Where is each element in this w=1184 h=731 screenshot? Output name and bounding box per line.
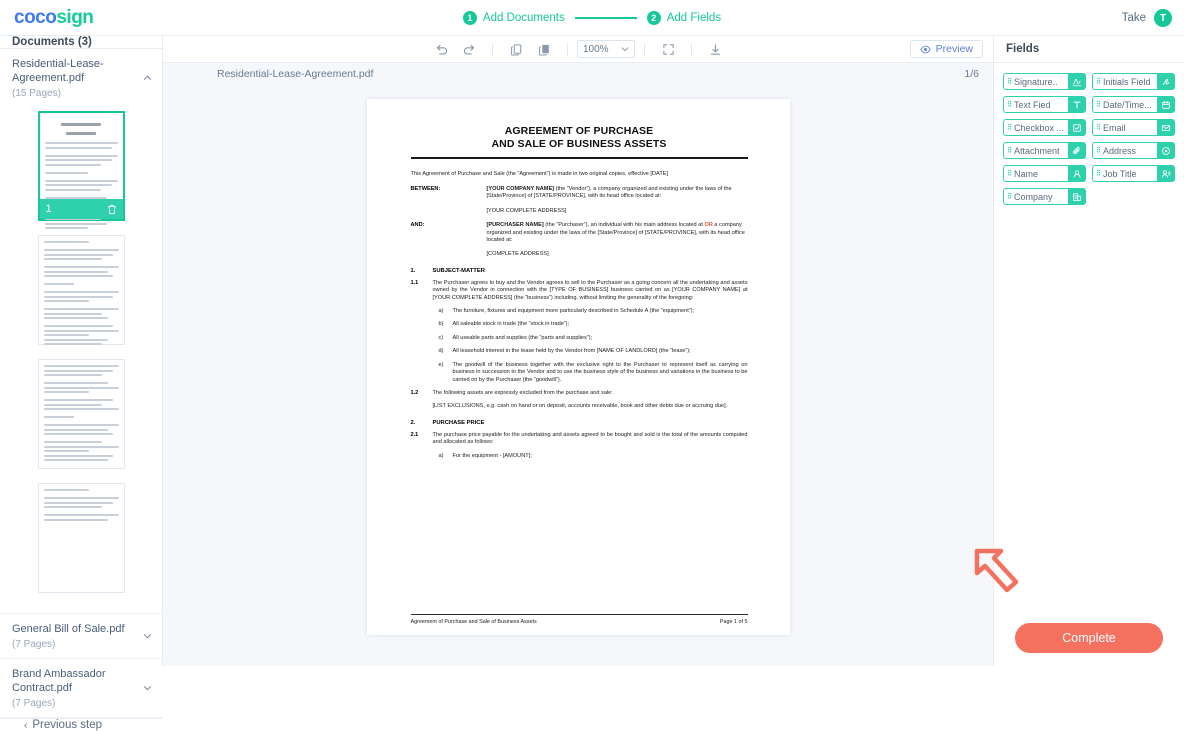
take-label: Take bbox=[1121, 12, 1146, 24]
list-item-marker: a) bbox=[438, 452, 444, 459]
field-chip-label: Signature.. bbox=[1014, 76, 1058, 87]
list-item bbox=[411, 348, 748, 355]
document-page-count: (7 Pages) bbox=[12, 639, 56, 650]
field-chip-name[interactable] bbox=[1003, 165, 1086, 182]
email-icon bbox=[1157, 120, 1174, 135]
section-2-number: 2. bbox=[410, 419, 416, 426]
drag-handle-icon[interactable] bbox=[1004, 97, 1014, 112]
logo-text-part2: sign bbox=[56, 6, 94, 28]
section-2-title: PURCHASE PRICE bbox=[432, 419, 485, 426]
thumbnail-page-3[interactable] bbox=[38, 359, 125, 469]
previous-step-button[interactable] bbox=[0, 718, 162, 731]
step-indicator bbox=[0, 0, 1184, 36]
between-label: BETWEEN: bbox=[410, 186, 441, 192]
field-chip-label: Text Fied bbox=[1014, 99, 1051, 110]
list-item bbox=[411, 321, 748, 328]
avatar[interactable]: T bbox=[1154, 9, 1172, 27]
field-chip-company[interactable] bbox=[1003, 188, 1086, 205]
toolbar-divider bbox=[492, 43, 493, 56]
drag-handle-icon[interactable] bbox=[1093, 97, 1103, 112]
thumbnail-page-3-wrapper[interactable] bbox=[38, 359, 125, 469]
list-item-marker: c) bbox=[438, 334, 444, 341]
clause-1-2 bbox=[411, 390, 748, 397]
download-icon[interactable] bbox=[701, 38, 729, 60]
drag-handle-icon[interactable] bbox=[1004, 189, 1014, 204]
drag-handle-icon[interactable] bbox=[1004, 166, 1014, 181]
redo-icon[interactable] bbox=[455, 38, 483, 60]
page-footer bbox=[411, 614, 748, 625]
previous-step-label: Previous step bbox=[32, 719, 103, 731]
drag-handle-icon[interactable] bbox=[1004, 143, 1014, 158]
documents-scroll-area[interactable] bbox=[0, 49, 162, 718]
list-item bbox=[411, 335, 748, 342]
chevron-down-icon[interactable] bbox=[143, 684, 152, 693]
fields-grid bbox=[994, 63, 1184, 205]
drag-handle-icon[interactable] bbox=[1093, 120, 1103, 135]
drag-handle-icon[interactable] bbox=[1093, 166, 1103, 181]
clause-1-2-text: The following assets are expressly excluded from the purchase and sale: bbox=[432, 389, 613, 396]
drag-handle-icon[interactable] bbox=[1004, 74, 1014, 89]
document-page[interactable] bbox=[367, 99, 790, 635]
list-item-text: All useable parts and supplies (the “parts and supplies”); bbox=[452, 334, 593, 341]
documents-sidebar bbox=[0, 36, 163, 731]
copy-icon[interactable] bbox=[502, 38, 530, 60]
list-item-text: The furniture, fixtures and equipment more particularly described in Schedule A (the “equipment”); bbox=[452, 308, 695, 315]
list-item-text: The goodwill of the business together with the exclusive right to the Purchaser to represent itself as carrying on business in succession to the Vendor and to use the business style of the business and variations in the business to be carried on by the Purchaser (the “goodwill”). bbox=[452, 361, 748, 383]
documents-title: Documents (3) bbox=[0, 36, 162, 49]
between-body bbox=[487, 186, 748, 215]
field-chip-label: Checkbox ... bbox=[1014, 122, 1065, 133]
section-1-number: 1. bbox=[410, 267, 416, 274]
document-name: General Bill of Sale.pdf bbox=[12, 623, 125, 635]
section-1-title: SUBJECT-MATTER bbox=[432, 267, 485, 274]
initials-icon bbox=[1157, 74, 1174, 89]
step-2-label: Add Fields bbox=[666, 12, 722, 24]
field-chip-label: Address bbox=[1103, 145, 1137, 156]
field-chip-initials[interactable] bbox=[1092, 73, 1175, 90]
document-filename: Residential-Lease-Agreement.pdf bbox=[217, 68, 374, 80]
top-bar bbox=[0, 0, 1184, 36]
field-chip-email[interactable] bbox=[1092, 119, 1175, 136]
field-chip-checkbox[interactable] bbox=[1003, 119, 1086, 136]
thumbnail-page-1[interactable] bbox=[38, 111, 125, 221]
signature-icon bbox=[1068, 74, 1085, 89]
chevron-left-icon: ‹ bbox=[24, 719, 28, 731]
list-item-text: All saleable stock in trade (the “stock in trade”); bbox=[452, 321, 570, 328]
undo-icon[interactable] bbox=[427, 38, 455, 60]
thumbnail-page-4[interactable] bbox=[38, 483, 125, 593]
field-chip-label: Date/Time... bbox=[1103, 99, 1152, 110]
list-item-text: All leasehold interest in the lease held by the Vendor from [NAME OF LANDLORD] (the “lease”); bbox=[452, 348, 691, 355]
list-item bbox=[411, 308, 748, 315]
and-body bbox=[487, 222, 748, 259]
page-thumbnail-list bbox=[0, 107, 162, 613]
chevron-down-icon[interactable] bbox=[143, 632, 152, 641]
thumbnail-page-4-wrapper[interactable] bbox=[38, 483, 125, 593]
document-header-residential-lease[interactable] bbox=[0, 49, 162, 107]
clause-1-2-note: [LIST EXCLUSIONS, e.g. cash on hand or on deposit, accounts receivable, book and other debts due or accruing due]. bbox=[432, 403, 728, 410]
step-add-fields[interactable] bbox=[647, 11, 721, 25]
thumbnail-page-2-preview bbox=[44, 241, 119, 339]
thumbnail-page-2[interactable] bbox=[38, 235, 125, 345]
purchaser-name-placeholder: [PURCHASER NAME] bbox=[486, 222, 544, 229]
clause-1-2-number: 1.2 bbox=[410, 389, 419, 396]
document-group-general-bill bbox=[0, 614, 162, 659]
building-icon bbox=[1068, 189, 1085, 204]
user-badge-icon bbox=[1157, 166, 1174, 181]
document-header-brand-ambassador[interactable] bbox=[0, 659, 162, 717]
page-footer-right: Page 1 of 5 bbox=[719, 619, 748, 625]
zoom-value: 100% bbox=[583, 43, 609, 55]
toolbar-divider bbox=[644, 43, 645, 56]
preview-label: Preview bbox=[935, 43, 973, 55]
step-add-documents[interactable] bbox=[463, 11, 565, 25]
complete-button[interactable]: Complete bbox=[1015, 623, 1163, 653]
editor-center bbox=[163, 36, 993, 666]
take-section bbox=[1122, 0, 1172, 36]
thumbnail-page-number: 1 bbox=[45, 203, 52, 215]
clause-1-1-number: 1.1 bbox=[410, 279, 419, 286]
list-item bbox=[411, 453, 748, 460]
and-label: AND: bbox=[410, 222, 425, 229]
list-item-marker: b) bbox=[438, 321, 444, 328]
chevron-down-icon bbox=[621, 45, 629, 53]
eye-icon bbox=[920, 44, 931, 55]
duplicate-icon[interactable] bbox=[530, 38, 558, 60]
document-group-residential-lease bbox=[0, 49, 162, 614]
field-chip-label: Company bbox=[1014, 191, 1053, 202]
toolbar-controls bbox=[427, 38, 729, 60]
text-icon bbox=[1068, 97, 1085, 112]
field-chip-attachment[interactable] bbox=[1003, 142, 1086, 159]
between-company-placeholder: [YOUR COMPANY NAME] bbox=[486, 186, 555, 192]
location-icon bbox=[1157, 143, 1174, 158]
clause-1-1-text: The Purchaser agrees to buy and the Vendor agrees to sell to the Purchaser as a going concern all the undertaking and assets owned by the Vendor in connection with the [TYPE OF BUSINESS] business carried on as [YOUR COMPANY NAME] at [YOUR COMPLETE ADDRESS] (the “business”) including, without limiting the generality of the foregoing: bbox=[432, 279, 748, 301]
page-indicator: 1/6 bbox=[964, 68, 979, 80]
page-title-line2: AND SALE OF BUSINESS ASSETS bbox=[491, 138, 667, 150]
fields-panel-title: Fields bbox=[994, 36, 1184, 63]
clause-2-1-text: The purchase price payable for the undertaking and assets agreed to be bought and sold is the total of the amounts computed and allocated as follows: bbox=[432, 431, 748, 446]
document-info-bar bbox=[163, 63, 993, 85]
trash-icon[interactable] bbox=[107, 204, 117, 215]
thumbnail-page-4-preview bbox=[44, 489, 119, 587]
fields-panel bbox=[993, 36, 1184, 666]
thumbnail-page-1-toolbar bbox=[40, 199, 123, 219]
thumbnail-page-1-wrapper[interactable] bbox=[38, 111, 125, 221]
page-title bbox=[411, 125, 748, 151]
or-highlight: OR bbox=[704, 222, 713, 229]
intro-paragraph: This Agreement of Purchase and Sale (the “Agreement”) is made in two original copies, effective [DATE] bbox=[410, 170, 669, 177]
drag-handle-icon[interactable] bbox=[1093, 74, 1103, 89]
toolbar-divider bbox=[567, 43, 568, 56]
logo-text-part1: coco bbox=[14, 6, 57, 28]
field-chip-label: Attachment bbox=[1014, 145, 1060, 156]
attachment-icon bbox=[1068, 143, 1085, 158]
field-chip-label: Email bbox=[1103, 122, 1126, 133]
list-item-marker: e) bbox=[438, 361, 444, 368]
field-chip-datetime[interactable] bbox=[1092, 96, 1175, 113]
list-item-text: For the equipment - [AMOUNT]; bbox=[452, 452, 532, 459]
field-chip-label: Initials Field bbox=[1103, 76, 1151, 87]
checkbox-icon bbox=[1068, 120, 1085, 135]
clause-2-1 bbox=[411, 432, 748, 447]
clause-1-1 bbox=[411, 280, 748, 302]
and-text-b: a company organized and existing under the laws of the [State/Province] of [STATE/PROVINCE], with its head office located at: bbox=[486, 222, 745, 244]
field-chip-label: Name bbox=[1014, 168, 1039, 179]
drag-handle-icon[interactable] bbox=[1004, 120, 1014, 135]
document-page-count: (7 Pages) bbox=[12, 698, 56, 709]
chevron-up-icon[interactable] bbox=[143, 74, 152, 83]
page-footer-left: Agreement of Purchase and Sale of Business Assets bbox=[410, 619, 537, 625]
drag-handle-icon[interactable] bbox=[1093, 143, 1103, 158]
clause-2-1-number: 2.1 bbox=[410, 431, 419, 438]
complete-button-container bbox=[994, 610, 1184, 666]
list-item bbox=[411, 362, 748, 384]
document-name: Brand Ambassador Contract.pdf bbox=[12, 668, 106, 694]
field-chip-text[interactable] bbox=[1003, 96, 1086, 113]
list-item-marker: a) bbox=[438, 308, 444, 315]
fit-screen-icon[interactable] bbox=[654, 38, 682, 60]
step-2-number: 2 bbox=[647, 11, 661, 25]
section-2-heading bbox=[411, 420, 748, 426]
calendar-icon bbox=[1157, 97, 1174, 112]
page-title-line1: AGREEMENT OF PURCHASE bbox=[504, 125, 654, 137]
zoom-select[interactable] bbox=[577, 40, 635, 58]
title-divider bbox=[411, 157, 748, 159]
thumbnail-page-3-preview bbox=[44, 365, 119, 463]
step-1-label: Add Documents bbox=[482, 12, 565, 24]
and-text-a: (the “Purchaser”), an individual with his main address located at bbox=[543, 222, 705, 229]
step-connector-line bbox=[575, 17, 637, 19]
and-address: [COMPLETE ADDRESS] bbox=[486, 251, 549, 258]
toolbar-divider bbox=[691, 43, 692, 56]
and-row bbox=[411, 222, 748, 259]
document-canvas[interactable] bbox=[163, 85, 993, 666]
editor-toolbar bbox=[163, 36, 993, 63]
step-1-number: 1 bbox=[463, 11, 477, 25]
document-page-count: (15 Pages) bbox=[12, 88, 61, 99]
field-chip-job-title[interactable] bbox=[1092, 165, 1175, 182]
document-header-general-bill[interactable] bbox=[0, 614, 162, 658]
document-group-brand-ambassador bbox=[0, 659, 162, 718]
field-chip-address[interactable] bbox=[1092, 142, 1175, 159]
user-icon bbox=[1068, 166, 1085, 181]
between-row bbox=[411, 186, 748, 215]
between-text: (the “Vendor”), a company organized and existing under the laws of the [State/Province] of [STATE/PROVINCE], with its head office located at: bbox=[486, 186, 732, 200]
field-chip-label: Job Title bbox=[1103, 168, 1137, 179]
section-1-heading bbox=[411, 268, 748, 274]
between-address: [YOUR COMPLETE ADDRESS] bbox=[486, 207, 567, 214]
list-item-marker: d) bbox=[438, 348, 444, 355]
field-chip-signature[interactable] bbox=[1003, 73, 1086, 90]
document-name: Residential-Lease-Agreement.pdf bbox=[12, 58, 104, 84]
thumbnail-page-2-wrapper[interactable] bbox=[38, 235, 125, 345]
preview-button[interactable] bbox=[910, 40, 983, 58]
